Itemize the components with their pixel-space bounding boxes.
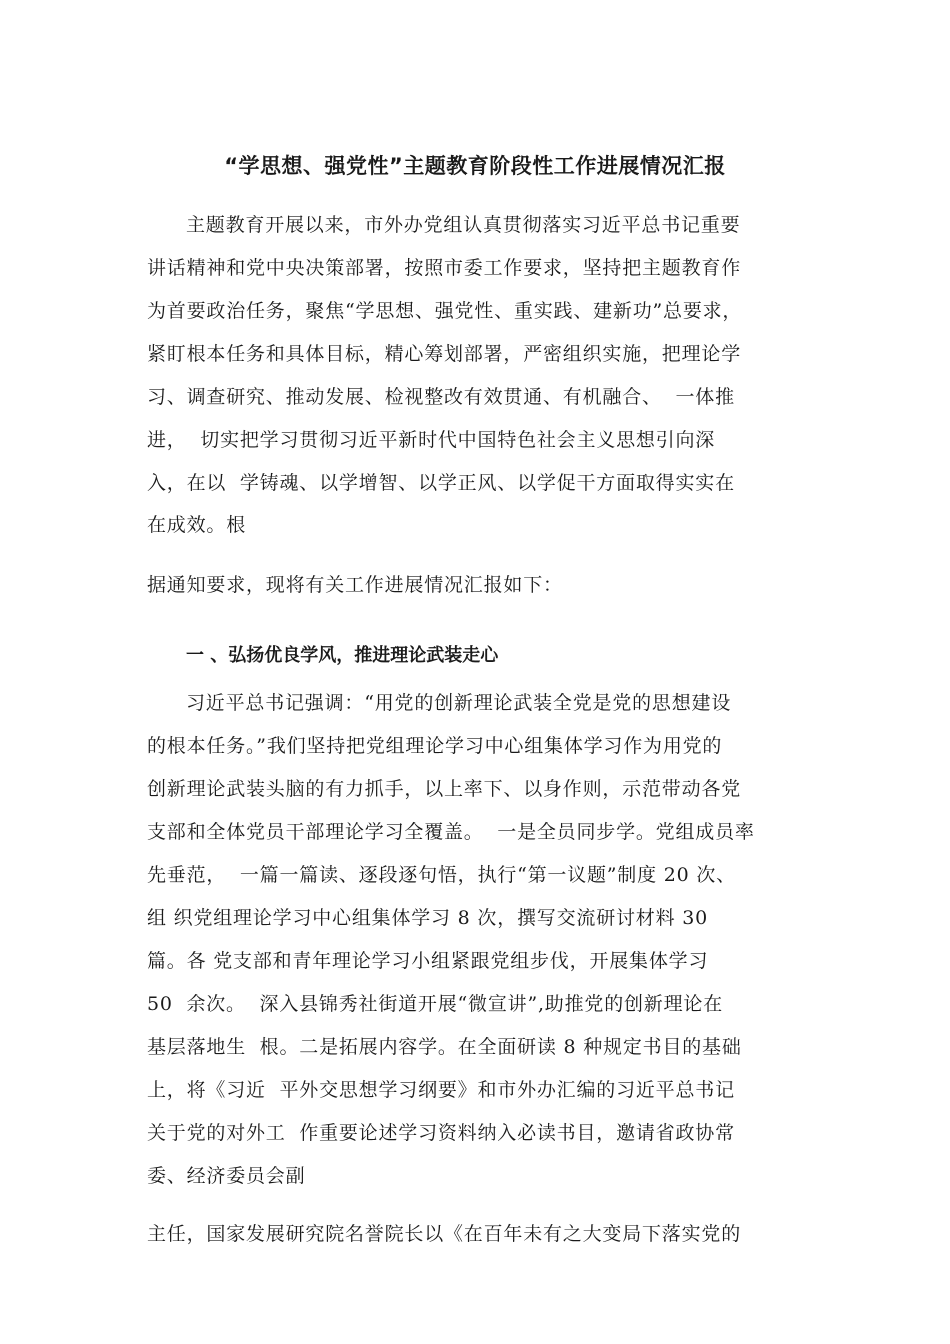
section-line: 委、经济委员会副 xyxy=(147,1165,306,1187)
section-line: 创新理论武装头脑的有力抓手，以上率下、以身作则，示范带动各党 xyxy=(147,778,742,800)
intro-line: 入，在以 学铸魂、以学增智、以学正风、以学促干方面取得实实在 xyxy=(147,472,735,494)
intro-line: 讲话精神和党中央决策部署，按照市委工作要求，坚持把主题教育作 xyxy=(147,257,742,279)
document-title: “学思想、强党性”主题教育阶段性工作进展情况汇报 xyxy=(224,154,726,178)
section-line: 先垂范， 一篇一篇读、逐段逐句悟，执行“第一议题”制度 20 次、 xyxy=(147,864,736,886)
section-line: 组 织党组理论学习中心组集体学习 8 次，撰写交流研讨材料 30 xyxy=(147,907,709,929)
section-line: 50 余次。 深入县锦秀社街道开展“微宣讲”,助推党的创新理论在 xyxy=(147,993,724,1015)
intro-line: 进， 切实把学习贯彻习近平新时代中国特色社会主义思想引向深 xyxy=(147,429,716,451)
section-line: 上，将《习近 平外交思想学习纲要》和市外办汇编的习近平总书记 xyxy=(147,1079,735,1101)
section-heading: 一 、弘扬优良学风，推进理论武装走心 xyxy=(186,645,499,666)
section-tail: 主任，国家发展研究院名誉院长以《在百年未有之大变局下落实党的 xyxy=(147,1223,742,1245)
intro-line: 习、调查研究、推动发展、检视整改有效贯通、有机融合、 一体推 xyxy=(147,386,735,408)
intro-line: 主题教育开展以来，市外办党组认真贯彻落实习近平总书记重要 xyxy=(186,214,741,236)
section-line: 关于党的对外工 作重要论述学习资料纳入必读书目，邀请省政协常 xyxy=(147,1122,735,1144)
intro-line: 紧盯根本任务和具体目标，精心筹划部署，严密组织实施，把理论学 xyxy=(147,343,742,365)
section-line: 习近平总书记强调：“用党的创新理论武装全党是党的思想建设 xyxy=(186,692,732,714)
section-line: 篇。各 党支部和青年理论学习小组紧跟党组步伐，开展集体学习 xyxy=(147,950,709,972)
intro-tail: 据通知要求，现将有关工作进展情况汇报如下： xyxy=(147,574,563,596)
section-line: 支部和全体党员干部理论学习全覆盖。 一是全员同步学。党组成员率 xyxy=(147,821,755,843)
intro-line: 为首要政治任务，聚焦“学思想、强党性、重实践、建新功”总要求， xyxy=(147,300,743,322)
section-line: 基层落地生 根。二是拓展内容学。在全面研读 8 种规定书目的基础 xyxy=(147,1036,742,1058)
section-line: 的根本任务。”我们坚持把党组理论学习中心组集体学习作为用党的 xyxy=(147,735,723,757)
intro-line: 在成效。根 xyxy=(147,514,247,536)
